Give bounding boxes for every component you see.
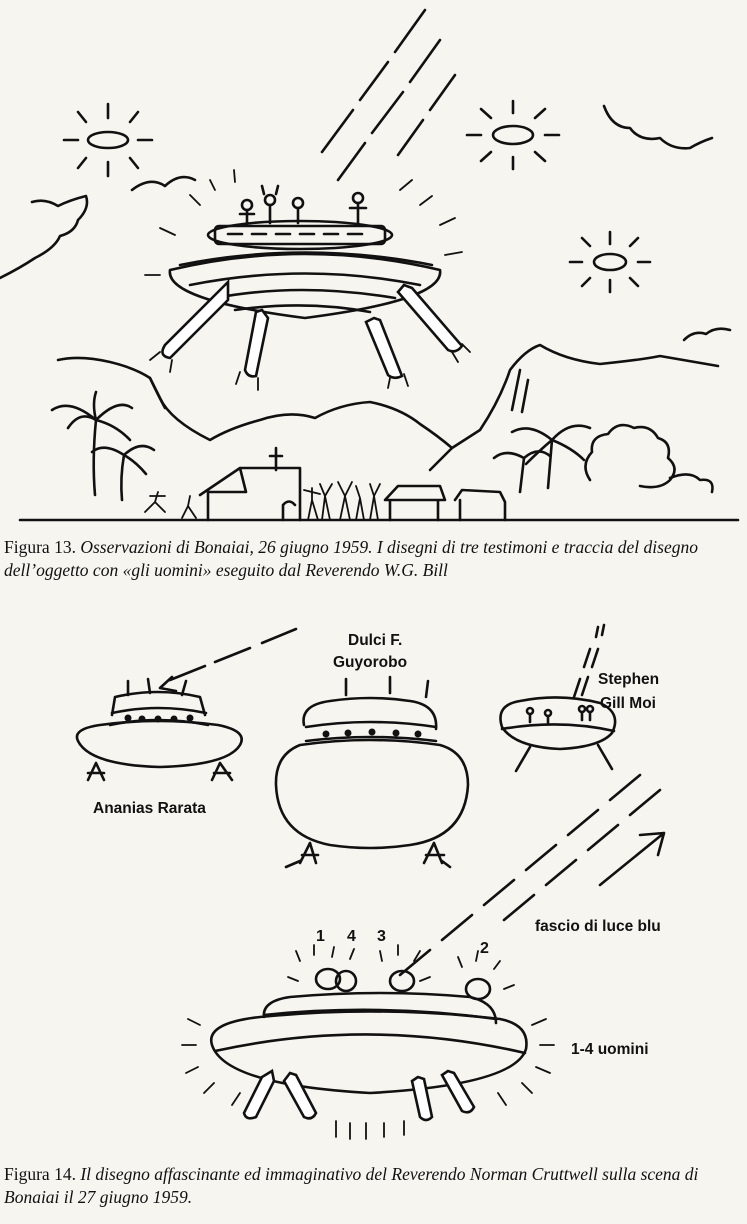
- label-dulci-line1: Dulci F.: [348, 632, 403, 649]
- figure-14-caption-text: Il disegno affascinante ed immaginativo del Reverendo Norman Cruttwell sulla scena di Bonaiai il 27 giugno 1959.: [4, 1164, 699, 1207]
- sun-icon: [467, 101, 559, 169]
- figure-13-caption: [4, 536, 744, 582]
- saucer-with-men: [145, 170, 470, 390]
- saucer-stephen-gill-moi: [500, 625, 615, 771]
- sun-icon: [64, 104, 152, 176]
- landscape: [20, 345, 738, 520]
- figure-14-drawing: [0, 605, 747, 1160]
- figure-13-caption-text: Osservazioni di Bonaiai, 26 giugno 1959. I disegni di tre testimoni e traccia del disegno dell’oggetto con «gli uomini» eseguito dal Reverendo W.G. Bill: [4, 537, 698, 580]
- figure-13-caption-lead: Figura 13.: [4, 537, 76, 557]
- church-icon: [200, 448, 300, 520]
- label-number-4: 4: [347, 928, 356, 945]
- label-dulci-line2: Guyorobo: [333, 654, 408, 671]
- saucer-cruttwell: [182, 945, 554, 1139]
- sun-icon: [570, 232, 650, 292]
- palm-tree-icon: [52, 392, 590, 500]
- label-ananias-rarata: Ananias Rarata: [93, 800, 206, 817]
- label-beam: fascio di luce blu: [535, 918, 661, 935]
- label-stephen-line1: Stephen: [598, 671, 660, 688]
- cloud-icon: [0, 106, 730, 340]
- bush-icon: [585, 425, 712, 492]
- saucer-ananias-rarata: [77, 629, 296, 780]
- label-number-2: 2: [480, 940, 489, 957]
- label-men: 1-4 uomini: [571, 1041, 649, 1058]
- villagers-figures: [145, 482, 380, 520]
- blue-light-beam: [400, 775, 664, 975]
- figure-13-drawing: [0, 0, 747, 530]
- label-stephen-line2: Gill Moi: [600, 695, 656, 712]
- light-beam-dashes: [322, 10, 455, 180]
- hut-icon: [385, 486, 505, 520]
- figure-14-caption: [4, 1163, 744, 1209]
- saucer-dulci-guyorobo: [276, 677, 468, 867]
- label-number-1: 1: [316, 928, 325, 945]
- label-number-3: 3: [377, 928, 386, 945]
- figure-14-caption-lead: Figura 14.: [4, 1164, 76, 1184]
